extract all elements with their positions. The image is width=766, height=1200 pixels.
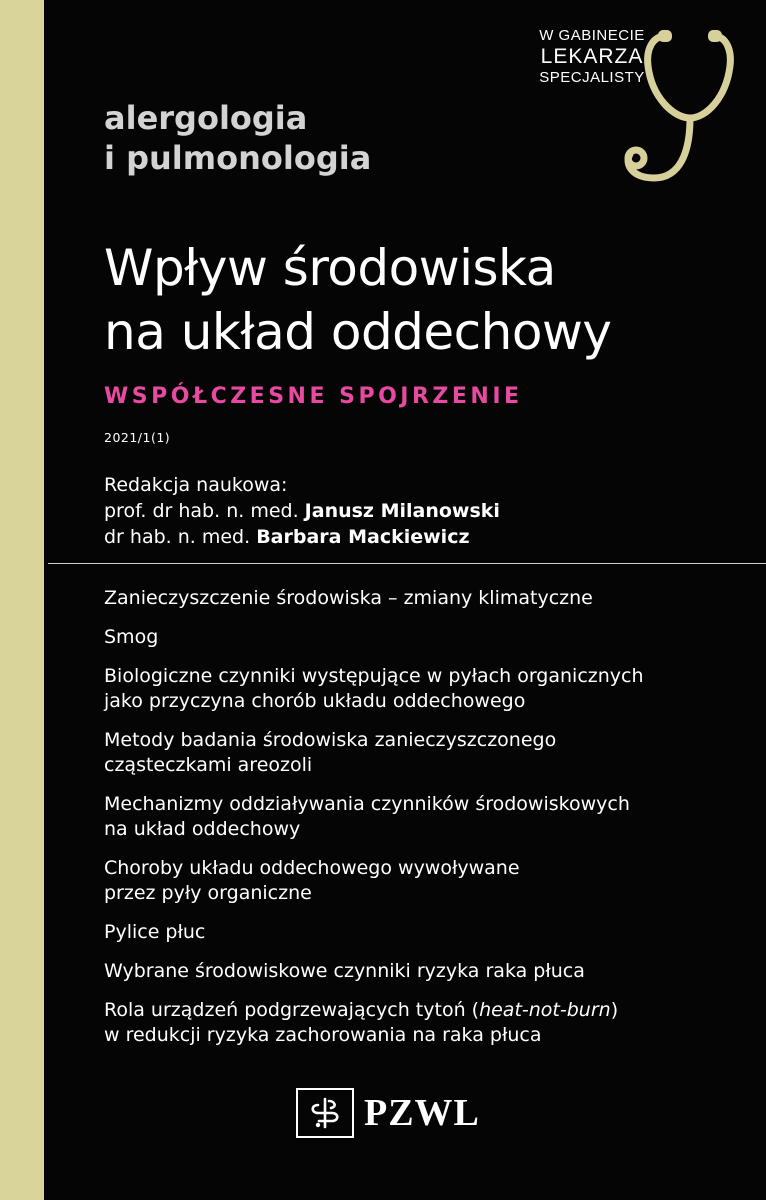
toc-last-before: Rola urządzeń podgrzewających tytoń ( (104, 999, 480, 1021)
publisher-logo (296, 1085, 480, 1141)
editor-1-name: Janusz Milanowski (304, 500, 500, 522)
toc-item: Biologiczne czynniki występujące w pyłach organicznych jako przyczyna chorób układu oddechowego (104, 665, 644, 712)
editor-2-name: Barbara Mackiewicz (256, 526, 470, 548)
publisher-mark-icon (296, 1088, 354, 1138)
editor-1-title: prof. dr hab. n. med. (104, 500, 305, 522)
series-badge-line1: W GABINECIE (539, 27, 645, 44)
toc-item-last (104, 998, 744, 1048)
toc-item: Wybrane środowiskowe czynniki ryzyka raka płuca (104, 960, 585, 982)
book-title-line1: Wpływ środowiska (104, 239, 556, 297)
toc-last-italic: heat-not-burn (479, 999, 611, 1021)
toc-last-after: ) w redukcji ryzyka zachorowania na raka płuca (104, 999, 619, 1046)
spine-strip (0, 0, 44, 1200)
series-badge (532, 28, 652, 85)
toc-item: Choroby układu oddechowego wywoływane przez pyły organiczne (104, 857, 520, 904)
section-divider (48, 563, 766, 564)
table-of-contents (104, 586, 744, 1062)
book-subtitle: WSPÓŁCZESNE SPOJRZENIE (104, 384, 523, 409)
editor-2-title: dr hab. n. med. (104, 526, 257, 548)
book-title-line2: na układ oddechowy (104, 303, 612, 361)
editors-block (104, 472, 500, 550)
series-badge-line2: LEKARZA (540, 45, 644, 68)
editor-1 (104, 498, 500, 524)
series-badge-line3: SPECJALISTY (539, 69, 645, 86)
series-title (104, 98, 371, 178)
editor-2 (104, 524, 500, 550)
series-title-line1: alergologia (104, 99, 308, 137)
publisher-name: PZWL (364, 1092, 480, 1134)
editors-label: Redakcja naukowa: (104, 474, 288, 496)
book-title (104, 236, 611, 364)
toc-item: Smog (104, 626, 159, 648)
series-title-line2: i pulmonologia (104, 139, 372, 177)
toc-item: Zanieczyszczenie środowiska – zmiany klimatyczne (104, 587, 593, 609)
toc-item: Metody badania środowiska zanieczyszczonego cząsteczkami areozoli (104, 729, 557, 776)
issue-number: 2021/1(1) (104, 430, 171, 445)
toc-item: Mechanizmy oddziaływania czynników środowiskowych na układ oddechowy (104, 793, 630, 840)
toc-item: Pylice płuc (104, 921, 206, 943)
